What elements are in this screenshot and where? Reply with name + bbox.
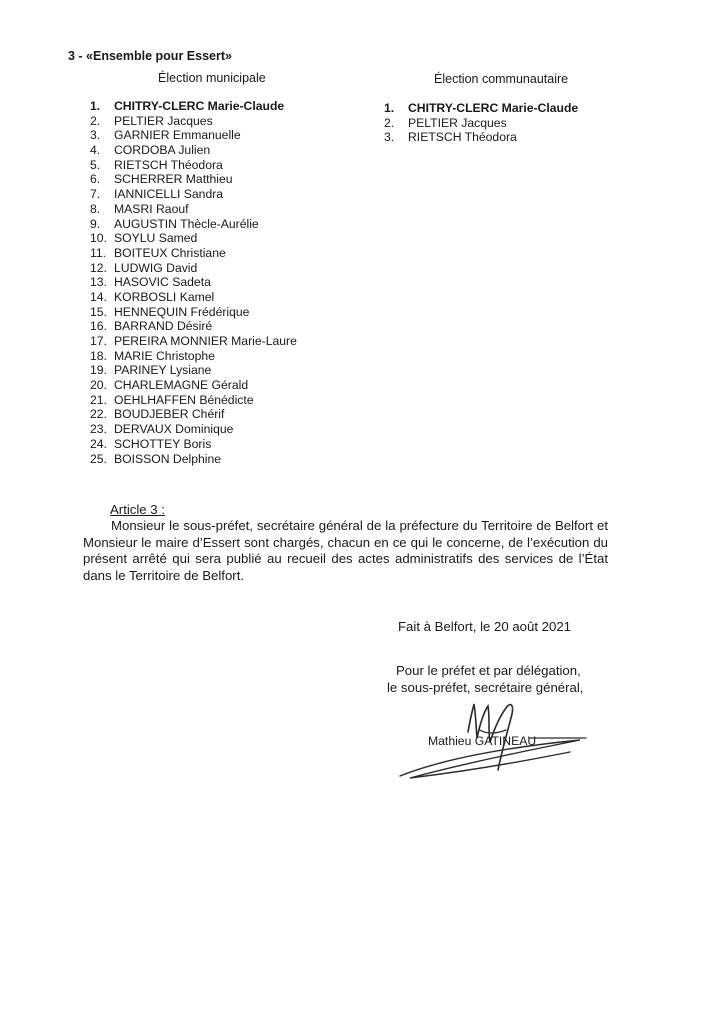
candidate-item: [90, 187, 297, 202]
candidate-name: PELTIER Jacques: [408, 115, 507, 130]
community-heading: Élection communautaire: [434, 72, 569, 86]
signature-date: Fait à Belfort, le 20 août 2021: [398, 619, 572, 634]
candidate-item: [90, 246, 297, 261]
candidate-name: BOISSON Delphine: [114, 451, 222, 466]
candidate-number: 8.: [90, 201, 101, 216]
candidate-item: [90, 305, 297, 320]
candidate-item: [90, 128, 297, 143]
candidate-item: [90, 202, 297, 217]
list-title: 3 - «Ensemble pour Essert»: [68, 49, 232, 63]
candidate-name: CORDOBA Julien: [114, 143, 211, 158]
candidate-number: 18.: [90, 348, 107, 363]
candidate-item: [90, 217, 297, 232]
candidate-name: AUGUSTIN Thècle-Aurélie: [114, 216, 259, 231]
candidate-name: CHITRY-CLERC Marie-Claude: [408, 101, 579, 115]
candidate-name: GARNIER Emmanuelle: [114, 128, 241, 143]
candidate-name: MARIE Christophe: [114, 348, 215, 363]
candidate-number: 2.: [90, 113, 101, 128]
candidate-number: 9.: [90, 216, 101, 231]
candidate-item: [90, 363, 297, 378]
candidate-number: 2.: [384, 115, 395, 130]
candidate-name: MASRI Raouf: [114, 201, 189, 216]
candidate-name: CHARLEMAGNE Gérald: [114, 378, 249, 393]
candidate-item: [90, 99, 297, 114]
candidate-number: 25.: [90, 451, 107, 466]
candidate-number: 1.: [384, 101, 395, 115]
candidate-number: 10.: [90, 231, 107, 246]
community-candidate-list: [384, 101, 578, 145]
candidate-number: 20.: [90, 378, 107, 393]
candidate-name: HASOVIC Sadeta: [114, 275, 211, 290]
candidate-item: [90, 158, 297, 173]
candidate-name: HENNEQUIN Frédérique: [114, 304, 250, 319]
candidate-number: 14.: [90, 289, 107, 304]
candidate-item: [90, 393, 297, 408]
candidate-number: 15.: [90, 304, 107, 319]
candidate-name: SOYLU Samed: [114, 231, 198, 246]
candidate-name: RIETSCH Théodora: [114, 157, 223, 172]
candidate-number: 22.: [90, 407, 107, 422]
candidate-item: [90, 378, 297, 393]
article-body: [83, 518, 608, 584]
candidate-number: 1.: [90, 99, 101, 113]
candidate-item: [90, 422, 297, 437]
candidate-name: PARINEY Lysiane: [114, 363, 212, 378]
candidate-number: 11.: [90, 245, 107, 260]
candidate-number: 21.: [90, 392, 107, 407]
candidate-name: LUDWIG David: [114, 260, 198, 275]
municipal-candidate-list: [90, 99, 297, 466]
candidate-number: 6.: [90, 172, 101, 187]
candidate-name: KORBOSLI Kamel: [114, 289, 215, 304]
candidate-name: BOUDJEBER Chérif: [114, 407, 225, 422]
candidate-number: 16.: [90, 319, 107, 334]
candidate-item: [90, 172, 297, 187]
candidate-name: SCHERRER Matthieu: [114, 172, 233, 187]
candidate-name: RIETSCH Théodora: [408, 130, 517, 145]
candidate-item: [90, 114, 297, 129]
candidate-number: 12.: [90, 260, 107, 275]
candidate-name: PEREIRA MONNIER Marie-Laure: [114, 334, 297, 348]
candidate-item: [90, 231, 297, 246]
candidate-item: [90, 437, 297, 452]
candidate-number: 13.: [90, 275, 107, 290]
candidate-name: BOITEUX Christiane: [114, 245, 226, 260]
candidate-item: [384, 116, 578, 131]
candidate-number: 23.: [90, 422, 107, 437]
signer-title-line: le sous-préfet, secrétaire général,: [387, 680, 584, 695]
signer-name: Mathieu GATINEAU: [428, 734, 537, 748]
candidate-name: CHITRY-CLERC Marie-Claude: [114, 99, 285, 113]
candidate-number: 7.: [90, 187, 101, 202]
article-title: Article 3 :: [110, 502, 165, 517]
candidate-number: 17.: [90, 334, 107, 348]
candidate-item: [90, 334, 297, 349]
candidate-number: 3.: [384, 130, 395, 145]
candidate-name: OEHLHAFFEN Bénédicte: [114, 392, 254, 407]
municipal-heading: Élection municipale: [158, 71, 266, 85]
candidate-name: BARRAND Désiré: [114, 319, 213, 334]
candidate-item: [384, 130, 578, 145]
candidate-item: [90, 143, 297, 158]
candidate-number: 19.: [90, 363, 107, 378]
candidate-number: 5.: [90, 157, 101, 172]
candidate-name: SCHOTTEY Boris: [114, 436, 212, 451]
candidate-name: IANNICELLI Sandra: [114, 187, 224, 202]
candidate-name: DERVAUX Dominique: [114, 422, 234, 437]
candidate-name: PELTIER Jacques: [114, 113, 213, 128]
candidate-item: [384, 101, 578, 116]
delegation-line: Pour le préfet et par délégation,: [396, 663, 581, 678]
candidate-number: 4.: [90, 143, 101, 158]
candidate-number: 3.: [90, 128, 101, 143]
candidate-item: [90, 452, 297, 467]
candidate-number: 24.: [90, 436, 107, 451]
article-text: Monsieur le sous-préfet, secrétaire général de la préfecture du Territoire de Belfort et Monsieur le maire d’Essert sont chargés, chacun en ce qui le concerne, de l’exécution du présent arrêté qui sera publié au recueil des actes administratifs des services de l’État dans le Territoire de Belfort.: [83, 518, 608, 583]
candidate-item: [90, 349, 297, 364]
candidate-item: [90, 319, 297, 334]
candidate-item: [90, 275, 297, 290]
candidate-item: [90, 407, 297, 422]
candidate-item: [90, 290, 297, 305]
candidate-item: [90, 261, 297, 276]
